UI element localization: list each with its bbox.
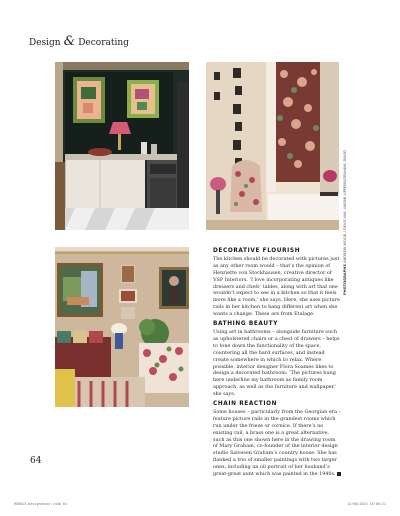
caption-body-chain-reaction <box>213 409 341 478</box>
print-slug-file: HGB015.designdecor.indd 64 <box>14 502 68 506</box>
caption-column <box>213 246 341 481</box>
caption-heading-chain-reaction: CHAIN REACTION <box>213 401 278 408</box>
end-mark-icon <box>337 472 341 476</box>
section-header <box>29 34 129 49</box>
caption-body-decorative-flourish: The kitchen should be decorated with pictures just as any other room would – that’s the opinion of Henriette von Stockhausen, creative director of VSP Interiors. ‘I love incorporating antiques like dressers and chefs’ tables, along with art that one wouldn’t expect to see in a kitchen so that it feels more like a room,’ she says. Here, she uses picture rails in her kitchen to hang different art when she wants a change. These are from Etalage. <box>213 255 340 318</box>
photo-credit-text: ANDREW WOOD / DEVIS HAY, NAOMI LIPPENS/GRAHAM, DAVID <box>343 150 347 263</box>
print-slug-timestamp: 12/06/2023 16:06:21 <box>347 502 386 506</box>
kitchen-photo <box>55 62 189 230</box>
caption-body-chain-reaction-text: Some houses – particularly from the Georgian era – feature picture rails in the grandest rooms which run under the frieze or cornice. If there’s no existing rail, a brass one is a great alternative, such as this one shown here in the drawing room of Mary Graham, co-founder of the interior design studio Salvesen Graham’s country house. She has flanked a trio of smaller paintings with two larger ones, including an oil portrait of her husband’s great-great aunt which was painted in the 1940s. <box>213 408 341 478</box>
caption-heading-decorative-flourish: DECORATIVE FLOURISH <box>213 248 301 254</box>
section-ampersand: & <box>63 34 76 49</box>
photo-credit <box>343 135 347 295</box>
bathroom-photo <box>206 62 339 230</box>
print-slug <box>14 502 386 506</box>
drawing-room-photo <box>55 247 189 407</box>
section-title-design: Design <box>29 38 61 48</box>
page-number: 64 <box>30 456 42 466</box>
photo-credit-label: PHOTOGRAPHS <box>343 264 347 295</box>
section-title-decorating: Decorating <box>78 38 129 48</box>
caption-body-bathing-beauty: Using art in bathrooms – alongside furniture such as upholstered chairs or a chest of drawers – helps to tone down the functionality of the space, countering all the hard surfaces, and instead create somewhere in which to relax. Where possible, interior designer Flora Soames likes to design a decorated bathroom. ‘The pictures hung here underline my bathroom as family room approach, as well as the furniture and wallpaper,’ she says. <box>213 328 340 398</box>
caption-heading-bathing-beauty: BATHING BEAUTY <box>213 321 278 328</box>
